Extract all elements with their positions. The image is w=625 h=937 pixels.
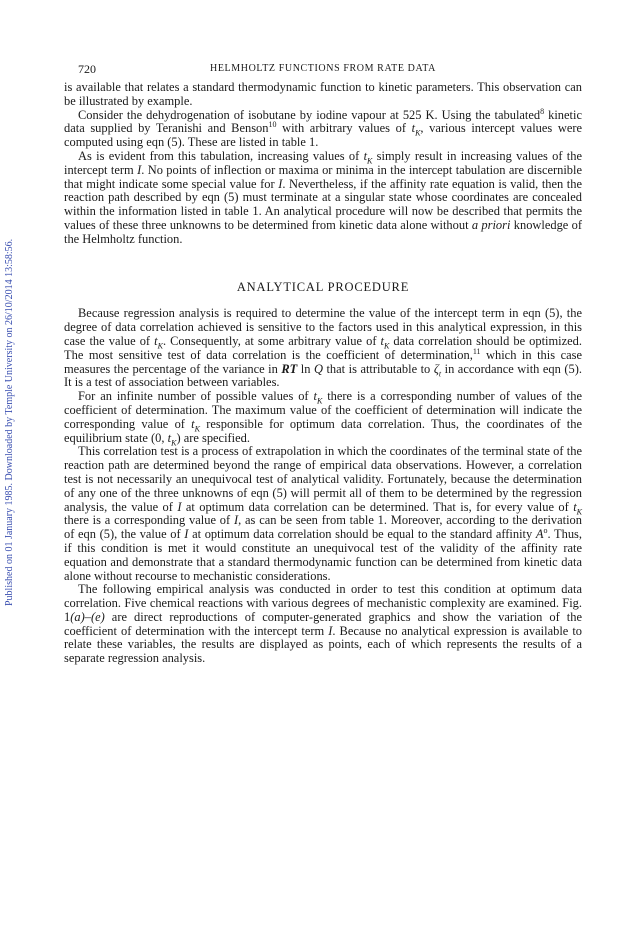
page-number: 720 <box>78 62 96 76</box>
symbol-t: t <box>411 121 416 136</box>
paragraph: As is evident from this tabulation, increasing values of $t_K$ simply result in increasing values of the intercept term I. No points of inflection or maxima or minima in the intercept tabulation are discernible that might indicate some special value for I. Nevertheless, if the affinity rate equation is valid, then the reaction path described by eqn (5) must terminate at a singular state whose coordinates are concealed within the information listed in table 1. An analytical procedure will now be described that permits the values of these three unknowns to be determined from kinetic data alone without a priori knowledge of the Helmholtz function. <box>64 148 583 246</box>
paragraph: Because regression analysis is required to determine the value of the intercept term in eqn (5), the degree of data correlation achieved is sensitive to the factors used in this analytical expression, in this case the value of $t_K$. Consequently, at some arbitrary value of $t_K$ data correlation should be optimized. The most sensitive test of data correlation is the coefficient of determination,$^{11}$ which in this case measures the percentage of the variance in RT ln Q that is attributable to $\zeta_t$ in accordance with eqn (5). It is a test of association between variables. <box>64 306 583 390</box>
paragraph: The following empirical analysis was conducted in order to test this condition at optimum data correlation. Five chemical reactions with various degrees of mechanistic complexity are examined. Fig. 1(a)–(e) are direct reproductions of computer-generated graphics and show the variation of the coefficient of determination with the intercept term I. Because no analytical expression is available to relate these variables, the results are displayed as points, each of which represents the results of a separate regression analysis. <box>64 582 583 666</box>
paragraph: is available that relates a standard thermodynamic function to kinetic parameters. This observation can be illustrated by example. <box>64 80 582 108</box>
paragraph: This correlation test is a process of extrapolation in which the coordinates of the terminal state of the reaction path are determined beyond the range of empirical data observations. However, a correlation test is not necessarily an unequivocal test of analytical validity. Fortunately, because the determination of any one of the three unknowns of eqn (5) will permit all of them to be determined by the regression analysis, the value of I at optimum data correlation can be determined. That is, for every value of $t_K$ there is a corresponding value of I, as can be seen from table 1. Moreover, according to the derivation of eqn (5), the value of I at optimum data correlation should be equal to the standard affinity $A^o$. Thus, if this condition is met it would constitute an unequivocal test of the validity of the affinity rate equation and demonstrate that a standard thermodynamic function can be determined from kinetic data alone without recourse to mechanistic considerations. <box>64 444 582 583</box>
download-watermark: Published on 01 January 1985. Downloaded by Temple University on 26/10/2014 13:58:56. <box>4 238 15 606</box>
paragraph: For an infinite number of possible values of $t_K$ there is a corresponding number of values of the coefficient of determination. The maximum value of the coefficient of determination will indicate the corresponding value of $t_K$ responsible for optimum data correlation. Thus, the coordinates of the equilibrium state (0, $t_K$) are specified. <box>64 389 582 448</box>
reference-marker: 10 <box>268 120 277 130</box>
reference-marker: 11 <box>472 346 481 356</box>
running-header <box>64 62 582 80</box>
running-title: HELMHOLTZ FUNCTIONS FROM RATE DATA <box>210 63 436 74</box>
journal-page <box>64 62 582 666</box>
paragraph: Consider the dehydrogenation of isobutane by iodine vapour at 525 K. Using the tabulated$^8$ kinetic data supplied by Teranishi and Benson$^{10}$ with arbitrary values of $t_K$, various intercept values were computed using eqn (5). These are listed in table 1. <box>64 106 583 150</box>
section-heading: ANALYTICAL PROCEDURE <box>236 279 410 294</box>
body-text <box>64 81 582 666</box>
reference-marker: 8 <box>540 106 545 116</box>
